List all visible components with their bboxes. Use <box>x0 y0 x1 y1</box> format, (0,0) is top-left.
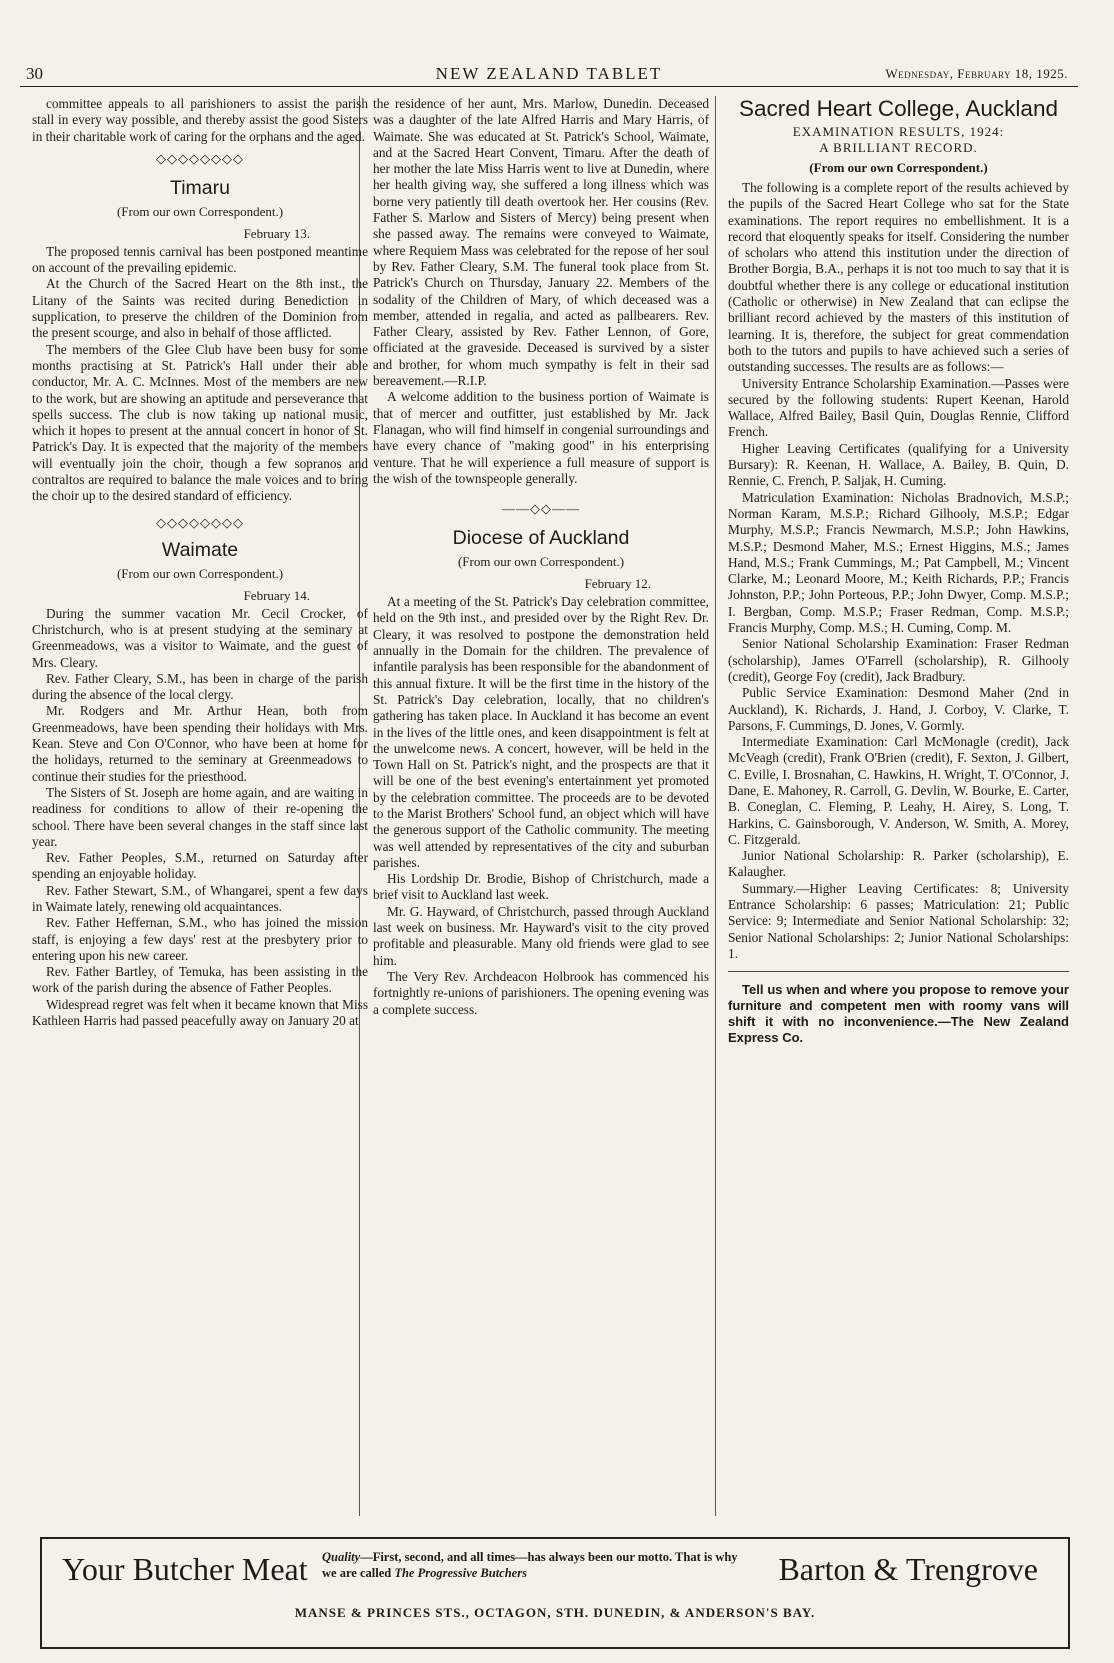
express-co-ad: Tell us when and where you propose to remove your furniture and competent men with roomy vans will shift it with no inconvenience.—The New Zealand Express Co. <box>728 982 1069 1046</box>
college-paragraph: The following is a complete report of the results achieved by the pupils of the Sacred Heart College who sat for the State examinations. The report requires no embellishment. It is a record that eloquently speaks for itself. Considering the number of scholars who attend this institution under the direction of Brother Borgia, B.A., perhaps it is not too much to say that it is doubtful whether there is any college or educational institution (Catholic or otherwise) in New Zealand that can eclipse the brilliant record achieved by the masters of this institution of learning. It is, therefore, the subject for great commendation both to the tutors and pupils to have achieved such a series of outstanding successes. The results are as follows:— <box>728 180 1069 375</box>
college-paragraph: Intermediate Examination: Carl McMonagle (credit), Jack McVeagh (credit), Frank O'Brien (credit), F. Sexton, J. Gilbert, C. Eville, I. Brosnahan, C. Hawkins, H. Wright, T. O'Connor, J. Dane, E. Mahoney, R. Carroll, G. Devlin, W. Bourke, E. Carter, B. Coneglan, C. Fleming, P. Leahy, H. Airey, S. Long, T. Harkins, C. Gainsborough, V. Anderson, W. Smith, A. Morey, C. Fitzgerald. <box>728 734 1069 847</box>
auckland-paragraph: His Lordship Dr. Brodie, Bishop of Christchurch, made a brief visit to Auckland last week. <box>373 871 709 903</box>
timaru-paragraph: The proposed tennis carnival has been postponed meantime on account of the prevailing epidemic. <box>32 243 368 276</box>
waimate-paragraph: Rev. Father Heffernan, S.M., who has joined the mission staff, is enjoying a few days' rest at the presbytery prior to entering upon his new career. <box>32 915 368 963</box>
timaru-heading: Timaru <box>170 176 230 199</box>
waimate-paragraph: Mr. Rodgers and Mr. Arthur Hean, both from Greenmeadows, have been spending their holidays with Mrs. Kean. Steve and Con O'Connor, who have been at home for the holidays, returned to the seminary at Greenmeadows to continue their studies for the priesthood. <box>32 703 368 784</box>
welcome-paragraph: A welcome addition to the business portion of Waimate is that of mercer and outfitter, just established by Mr. Jack Flanagan, who will find himself in congenial surroundings and have every chance of "making good" in his enterprising venture. That he will experience a full measure of support is the wish of the townspeople generally. <box>373 389 709 486</box>
waimate-paragraph: During the summer vacation Mr. Cecil Crocker, of Christchurch, who is at present studying at the seminary at Greenmeadows, was a visitor to Waimate, and the guest of Mrs. Cleary. <box>32 605 368 670</box>
waimate-paragraph: Rev. Father Cleary, S.M., has been in charge of the parish during the absence of the local clergy. <box>32 670 368 703</box>
waimate-dateline: February 14. <box>243 587 310 603</box>
waimate-correspondent: (From our own Correspondent.) <box>116 565 284 581</box>
divider-rule <box>728 971 1069 972</box>
auckland-dateline: February 12. <box>584 576 651 592</box>
auckland-paragraph: At a meeting of the St. Patrick's Day celebration committee, held on the 9th inst., and presided over by the Right Rev. Dr. Cleary, it was resolved to postpone the demonstration held annually in the Domain for the children. The prevalence of infantile paralysis has been responsible for the abandonment of this annual fixture. It will be the first time in the history of the St. Patrick's Day celebration, locally, that no children's gathering has taken place. In Auckland it has become an event in the lives of the little ones, and keen disappointment is felt at the unwelcome news. A concert, however, will be held in the Town Hall on St. Patrick's night, and the prospects are that it will be one of the best evening's entertainment yet promoted by the celebration committee. The proceeds are to be devoted to the Marist Brothers' School fund, an object which will have the generous support of the Catholic community. The meeting was well attended by representatives of the city and suburban parishes. <box>373 594 710 870</box>
issue-date: Wednesday, February 18, 1925. <box>885 66 1068 81</box>
ornament: ◇◇◇◇◇◇◇◇ <box>156 150 244 166</box>
waimate-heading: Waimate <box>161 538 239 561</box>
auckland-paragraph: Mr. G. Hayward, of Christchurch, passed through Auckland last week on business. Mr. Hayward's visit to the city proved profitable and pleasurable. Many old friends were glad to see him. <box>373 903 709 968</box>
auckland-heading: Diocese of Auckland <box>452 527 630 550</box>
ad-brand: Barton & Trengrove <box>778 1551 1038 1587</box>
college-paragraph: Senior National Scholarship Examination: Fraser Redman (scholarship), James O'Farrell (scholarship), R. Gilhooly (credit), George Foy (credit), Jack Bradbury. <box>728 636 1069 684</box>
college-subheading: EXAMINATION RESULTS, 1924: <box>792 124 1005 139</box>
timaru-paragraph: At the Church of the Sacred Heart on the 8th inst., the Litany of the Saints was recited during Benediction in supplication, to preserve the children of the Dominion from the present scourge, and also in behalf of those afflicted. <box>32 276 368 341</box>
page-number: 30 <box>26 64 43 83</box>
waimate-paragraph: Rev. Father Stewart, S.M., of Whangarei, spent a few days in Waimate lately, renewing old acquaintances. <box>32 882 368 914</box>
section-divider: ——◇◇—— <box>502 501 580 517</box>
college-paragraph: Higher Leaving Certificates (qualifying for a University Bursary): R. Keenan, H. Wallace, A. Bailey, B. Quin, D. Rennie, C. French, P. Saljak, H. Cuming. <box>728 440 1069 489</box>
college-paragraph: Public Service Examination: Desmond Maher (2nd in Auckland), K. Richards, J. Hand, J. Corboy, V. Clarke, T. Parsons, F. Cummings, D. Jones, V. Gormly. <box>728 685 1069 733</box>
college-paragraph: Matriculation Examination: Nicholas Bradnovich, M.S.P.; Norman Karam, M.S.P.; Richard Gilhooly, M.S.P.; Edgar Murphy, M.S.P.; Francis Newmarch, M.S.P.; John Hawkins, M.S.P.; Desmond Maher, M.S.; Ernest Higgins, M.S.; James Hand, M.S.; Frank Cummings, M.; Pat Campbell, M.; Vincent Clarke, M.; Leonard Moore, M.; Keith Richards, P.P.; Francis Johnston, P.P.; John Porteous, P.P.; John Dwyer, Comp. M.S.P.; I. Bergban, Comp. M.S.P.; Fraser Redman, Comp. M.S.P.; Francis Murphy, Comp. M.S.; H. Cuming, Comp. M. <box>728 489 1069 636</box>
intro-paragraph: committee appeals to all parishioners to assist the parish stall in every way possible, and thereby assist the good Sisters in their charitable work of caring for the orphans and the aged. <box>32 96 368 144</box>
column-3 <box>728 96 1069 1046</box>
page-header <box>20 56 1078 87</box>
auckland-correspondent: (From our own Correspondent.) <box>457 554 625 570</box>
college-paragraph: Summary.—Higher Leaving Certificates: 8; University Entrance Scholarship: 6 passes; Matriculation: 21; Public Service: 9; Intermediate and Senior National Scholarship: 32; Senior National Scholarships: 2; Junior National Scholarships: 1. <box>728 880 1069 961</box>
waimate-paragraph: The Sisters of St. Joseph are home again, and are waiting in readiness for conditions to allow of their re-opening the school. There have been several changes in the staff since last year. <box>32 784 368 849</box>
ad-body <box>322 1549 742 1581</box>
auckland-paragraph: The Very Rev. Archdeacon Holbrook has commenced his fortnightly re-unions of parishioners. The opening evening was a complete success. <box>373 968 709 1017</box>
waimate-paragraph: Widespread regret was felt when it became known that Miss Kathleen Harris had passed peacefully away on January 20 at <box>32 996 368 1029</box>
column-2 <box>373 96 709 1018</box>
college-heading: Sacred Heart College, Auckland <box>739 96 1058 121</box>
ad-business-name: The Progressive Butchers <box>394 1566 527 1580</box>
timaru-paragraph: The members of the Glee Club have been busy for some months practising at St. Patrick's Hall under their able conductor, Mr. A. C. McInnes. Most of the members are new to the work, but are showing an aptitude and perseverance that spells success. The club is now taking up national music, which it hopes to present at the annual concert in honor of St. Patrick's Day. It is expected that the majority of the members will eventually join the choir, though a few sopranos and contraltos are required to balance the male voices and to bring the choir up to the desired standard of efficiency. <box>32 341 368 504</box>
college-paragraph: Junior National Scholarship: R. Parker (scholarship), E. Kalaugher. <box>728 848 1069 880</box>
ad-headline: Your Butcher Meat <box>62 1551 308 1587</box>
college-subheading: A BRILLIANT RECORD. <box>819 140 978 155</box>
college-correspondent: (From our own Correspondent.) <box>809 160 988 175</box>
column-divider <box>715 96 716 1516</box>
timaru-dateline: February 13. <box>243 225 310 241</box>
ad-address: MANSE & PRINCES STS., OCTAGON, STH. DUNEDIN, & ANDERSON'S BAY. <box>294 1605 816 1620</box>
waimate-paragraph: Rev. Father Bartley, of Temuka, has been assisting in the work of the parish during the absence of Father Peoples. <box>32 964 368 996</box>
obituary-continued: the residence of her aunt, Mrs. Marlow, Dunedin. Deceased was a daughter of the late Alfred Harris and Mary Harris, of Waimate. She was educated at St. Patrick's School, Waimate, and at the Sacred Heart Convent, Timaru. After the death of her mother the late Miss Harris went to live at Dunedin, where her health giving way, she suffered a long illness which was borne very patiently till death overtook her. Her cousins (Rev. Father S. Marlow and Sisters of Mercy) being present when she passed away. The remains were conveyed to Waimate, where Requiem Mass was celebrated for the repose of her soul by Rev. Father Cleary, S.M. The funeral took place from St. Patrick's Church on Thursday, January 22. Members of the sodality of the Children of Mary, of which deceased was a member, attended in regalia, and acted as pallbearers. Rev. Father Cleary, assisted by Rev. Father Lennon, of Gore, officiated at the graveside. Deceased is survived by a sister and brother, for whom much sympathy is felt in their sad bereavement.—R.I.P. <box>373 96 709 389</box>
timaru-correspondent: (From our own Correspondent.) <box>116 203 284 219</box>
column-1 <box>32 96 368 1029</box>
ad-quality: Quality <box>322 1550 361 1564</box>
butcher-advertisement <box>40 1537 1070 1649</box>
ad-motto: —First, second, and all times—has always been our motto. That is why we are called <box>322 1550 738 1580</box>
college-paragraph: University Entrance Scholarship Examination.—Passes were secured by the following students: Rupert Keenan, Harold Wallace, Alfred Bailey, Basil Quin, Douglas Rennie, Clifford French. <box>728 375 1069 440</box>
masthead: NEW ZEALAND TABLET <box>435 64 663 83</box>
waimate-paragraph: Rev. Father Peoples, S.M., returned on Saturday after spending an enjoyable holiday. <box>32 850 368 882</box>
ornament: ◇◇◇◇◇◇◇◇ <box>156 514 244 530</box>
